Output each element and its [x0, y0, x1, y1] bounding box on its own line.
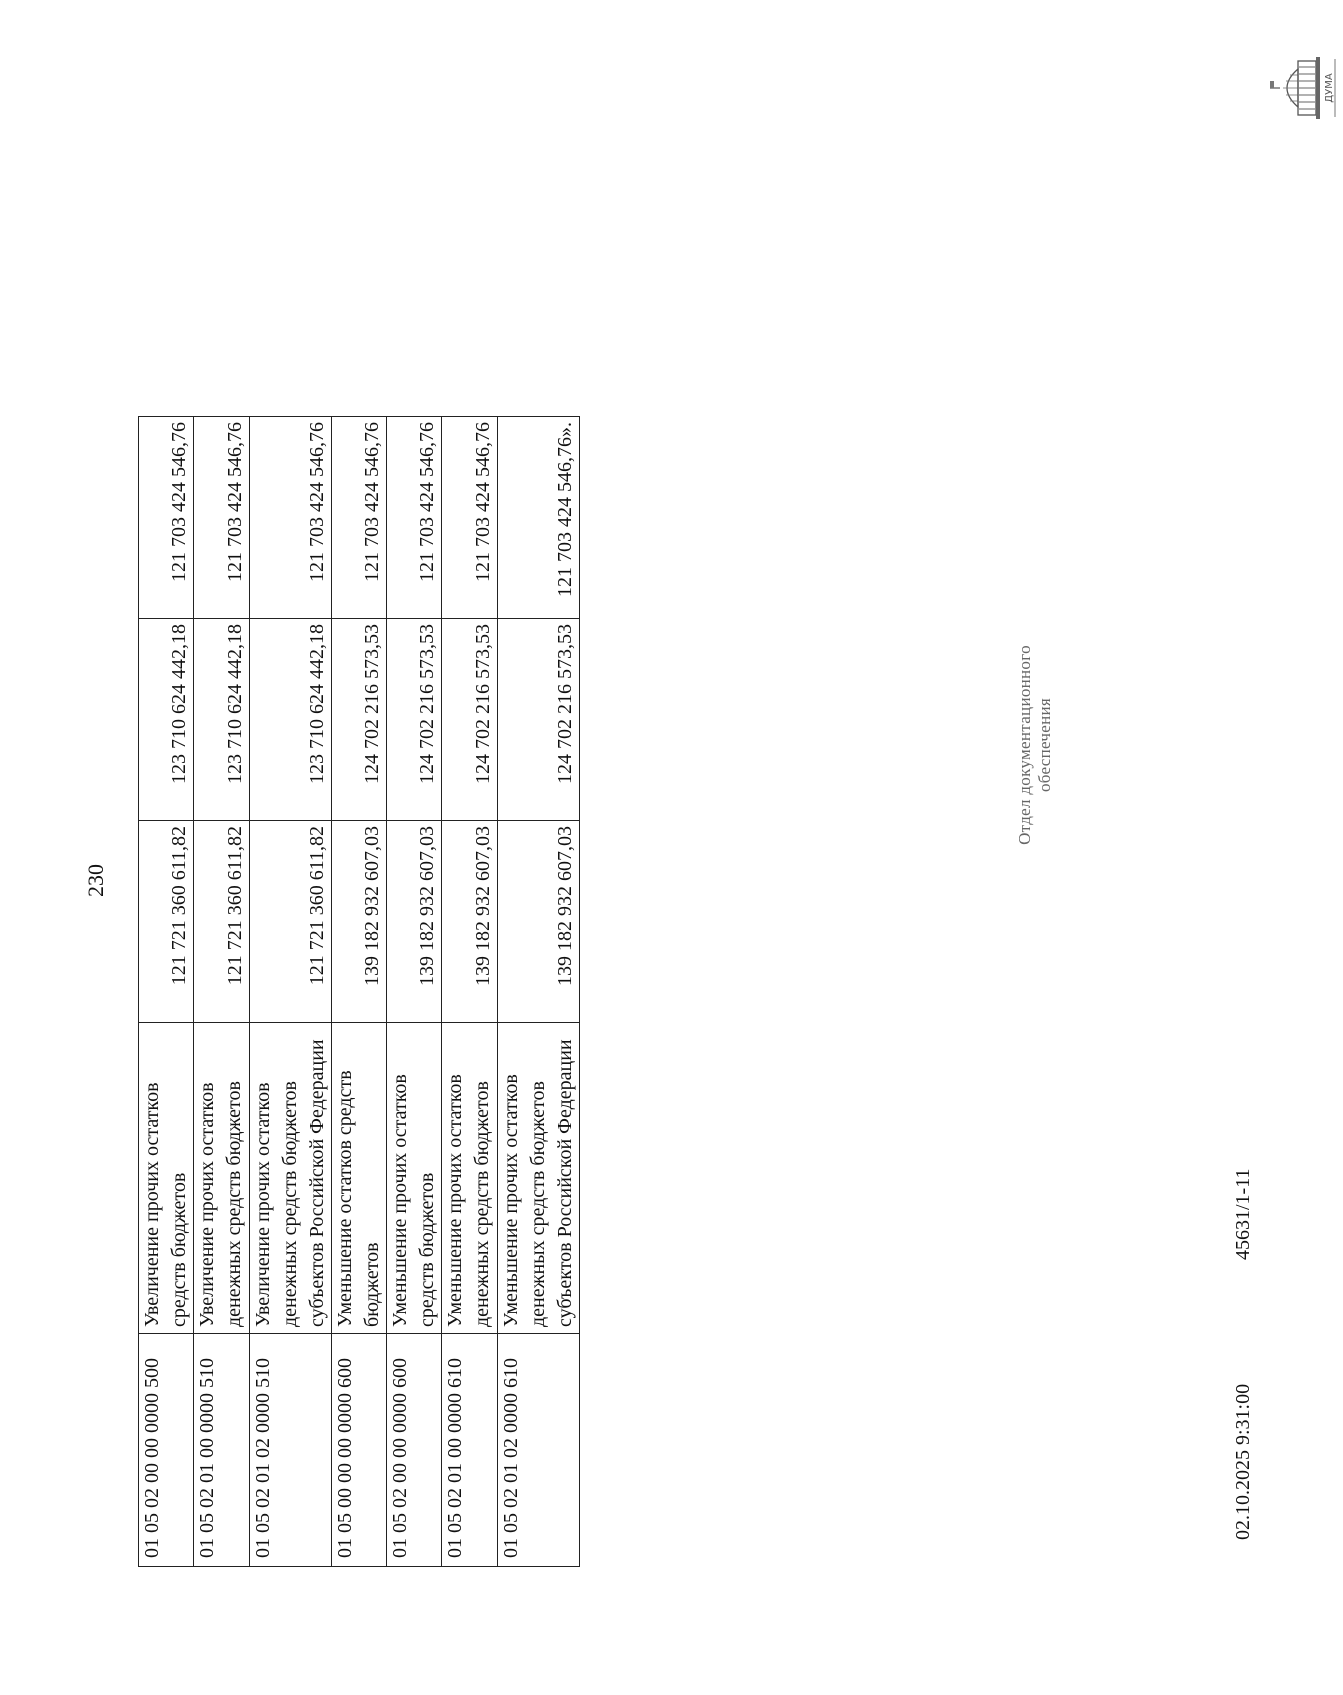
row-amount-2: 123 710 624 442,18 [250, 619, 332, 821]
document-footer [1232, 340, 1272, 1540]
row-amount-3: 121 703 424 546,76 [139, 417, 194, 619]
stamp-line: Отдел документационного [1015, 645, 1034, 845]
row-code: 01 05 02 01 00 0000 610 [442, 1334, 498, 1567]
row-amount-3: 121 703 424 546,76». [498, 417, 580, 619]
row-amount-2: 124 702 216 573,53 [498, 619, 580, 821]
row-code: 01 05 00 00 00 0000 600 [332, 1334, 387, 1567]
row-code: 01 05 02 01 02 0000 510 [250, 1334, 332, 1567]
row-code: 01 05 02 00 00 0000 600 [387, 1334, 442, 1567]
row-amount-3: 121 703 424 546,76 [442, 417, 498, 619]
row-amount-2: 123 710 624 442,18 [194, 619, 250, 821]
row-amount-2: 123 710 624 442,18 [139, 619, 194, 821]
row-description: Увеличение прочих остатков средств бюджетов [139, 1023, 194, 1334]
table-row [387, 417, 442, 1567]
row-amount-1: 121 721 360 611,82 [250, 821, 332, 1023]
row-amount-1: 139 182 932 607,03 [442, 821, 498, 1023]
row-amount-3: 121 703 424 546,76 [250, 417, 332, 619]
row-amount-3: 121 703 424 546,76 [332, 417, 387, 619]
stamp-line: обеспечения [1035, 697, 1054, 793]
row-amount-1: 139 182 932 607,03 [332, 821, 387, 1023]
footer-timestamp: 02.10.2025 9:31:00 [1232, 1383, 1254, 1540]
row-amount-1: 139 182 932 607,03 [387, 821, 442, 1023]
row-amount-2: 124 702 216 573,53 [332, 619, 387, 821]
table-row [442, 417, 498, 1567]
row-amount-3: 121 703 424 546,76 [194, 417, 250, 619]
row-amount-1: 121 721 360 611,82 [194, 821, 250, 1023]
row-amount-1: 139 182 932 607,03 [498, 821, 580, 1023]
row-code: 01 05 02 01 02 0000 610 [498, 1334, 580, 1567]
row-description: Уменьшение прочих остатков денежных средств бюджетов [442, 1023, 498, 1334]
row-amount-1: 121 721 360 611,82 [139, 821, 194, 1023]
logo-caption: ДУМА [1324, 73, 1335, 103]
duma-building-icon [1268, 55, 1343, 121]
row-description: Увеличение прочих остатков денежных средств бюджетов [194, 1023, 250, 1334]
budget-sources-table [138, 416, 580, 1567]
row-description: Уменьшение остатков средств бюджетов [332, 1023, 387, 1334]
page-number: 230 [83, 864, 108, 897]
department-stamp [1015, 535, 1055, 955]
row-code: 01 05 02 01 00 0000 510 [194, 1334, 250, 1567]
row-amount-3: 121 703 424 546,76 [387, 417, 442, 619]
table-row [498, 417, 580, 1567]
row-code: 01 05 02 00 00 0000 500 [139, 1334, 194, 1567]
table-row [139, 417, 194, 1567]
table-row [332, 417, 387, 1567]
row-amount-2: 124 702 216 573,53 [387, 619, 442, 821]
row-description: Увеличение прочих остатков денежных средств бюджетов субъектов Российской Федерации [250, 1023, 332, 1334]
row-amount-2: 124 702 216 573,53 [442, 619, 498, 821]
table-row [250, 417, 332, 1567]
table-row [194, 417, 250, 1567]
row-description: Уменьшение прочих остатков денежных средств бюджетов субъектов Российской Федерации [498, 1023, 580, 1334]
row-description: Уменьшение прочих остатков средств бюджетов [387, 1023, 442, 1334]
duma-logo-graphic [1268, 55, 1338, 121]
footer-document-id: 45631/1-11 [1232, 1168, 1254, 1260]
